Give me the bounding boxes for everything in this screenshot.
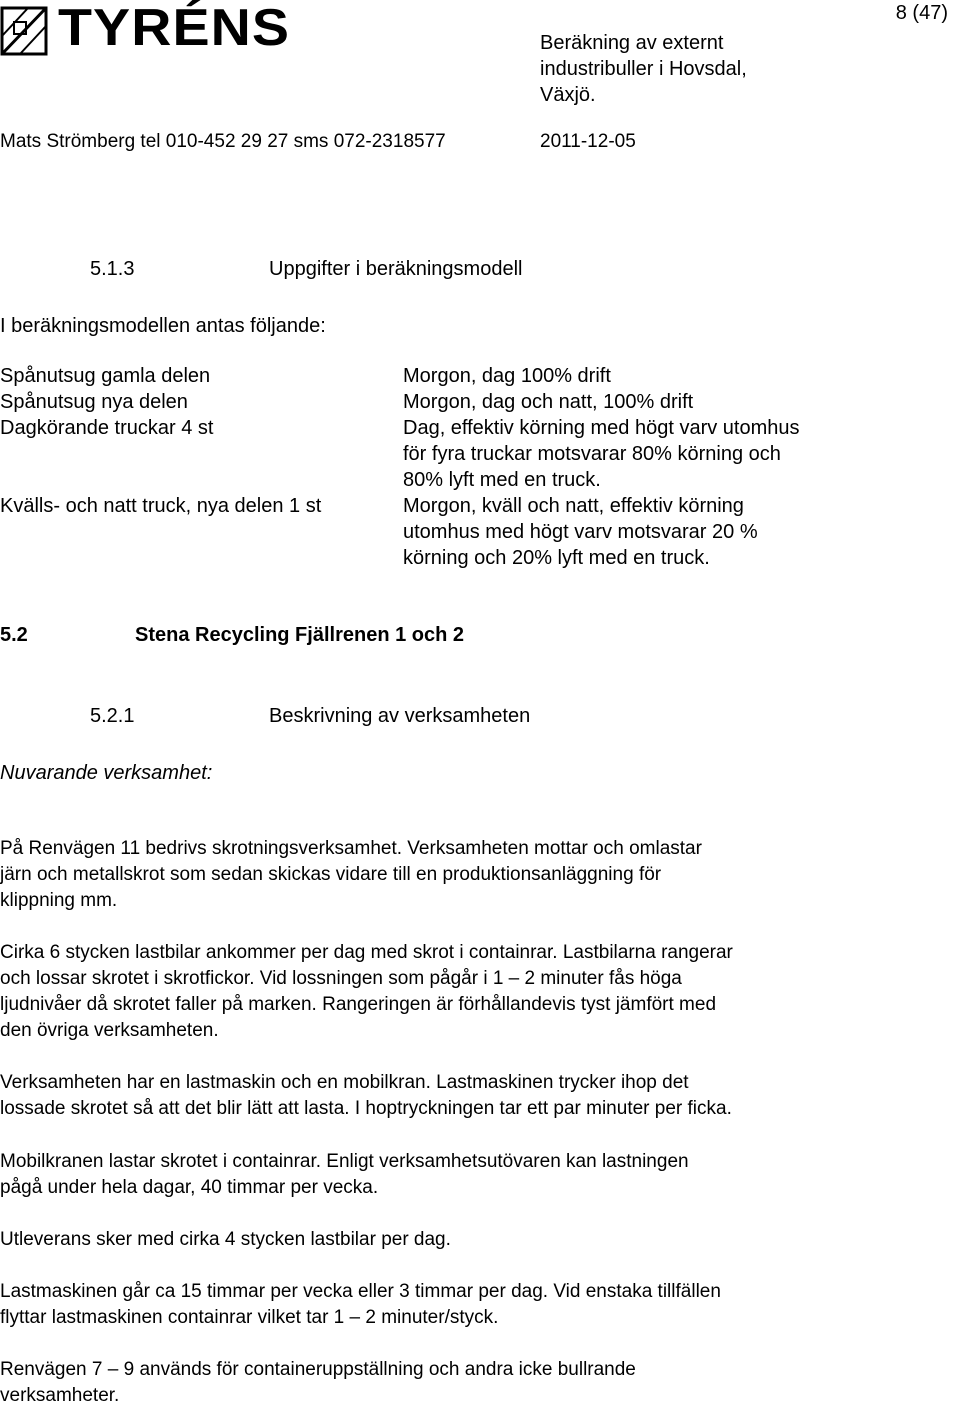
paragraph (0, 1149, 900, 1201)
logo-text: TYRÉNS (58, 0, 291, 57)
model-source-label: Spånutsug nya delen (0, 391, 188, 413)
description-line: för fyra truckar motsvarar 80% körning och (403, 443, 781, 465)
paragraph-line: Renvägen 7 – 9 används för containeruppställning och andra icke bullrande (0, 1359, 636, 1380)
model-source-description (403, 415, 800, 493)
document-title (540, 30, 800, 108)
section-heading: Beskrivning av verksamheten (269, 705, 531, 727)
paragraph-line: flyttar lastmaskinen containrar vilket tar 1 – 2 minuter/styck. (0, 1307, 499, 1328)
paragraph-line: klippning mm. (0, 890, 118, 911)
paragraph-line: och lossar skrotet i skrotfickor. Vid lossningen som pågår i 1 – 2 minuter fås höga (0, 968, 682, 989)
model-source-label: Kvälls- och natt truck, nya delen 1 st (0, 495, 322, 517)
model-source-description: Morgon, dag 100% drift (403, 365, 611, 387)
paragraph-line: lossade skrotet så att det blir lätt att lasta. I hoptryckningen tar ett par minuter per ficka. (0, 1098, 732, 1119)
paragraph-line: järn och metallskrot som sedan skickas vidare till en produktionsanläggning för (0, 864, 662, 885)
paragraph (0, 836, 900, 914)
paragraph-line: Mobilkranen lastar skrotet i containrar. Enligt verksamhetsutövaren kan lastningen (0, 1151, 689, 1172)
model-source-description (403, 493, 758, 571)
page-number: 8 (47) (895, 2, 948, 24)
author-contact: Mats Strömberg tel 010-452 29 27 sms 072-2318577 (0, 131, 446, 152)
paragraph-line: verksamheter. (0, 1385, 120, 1406)
paragraph (0, 940, 900, 1044)
description-line: Morgon, kväll och natt, effektiv körning (403, 495, 744, 517)
document-title-line: industribuller i Hovsdal, (540, 58, 747, 80)
description-line: utomhus med högt varv motsvarar 20 % (403, 521, 758, 543)
paragraph (0, 1227, 900, 1253)
model-source-description: Morgon, dag och natt, 100% drift (403, 391, 694, 413)
paragraph-line: Verksamheten har en lastmaskin och en mobilkran. Lastmaskinen trycker ihop det (0, 1072, 689, 1093)
paragraph-line: den övriga verksamheten. (0, 1020, 219, 1041)
section-number: 5.2 (0, 624, 28, 646)
document-date: 2011-12-05 (540, 131, 636, 152)
paragraph (0, 1279, 900, 1331)
paragraph-line: Utleverans sker med cirka 4 stycken lastbilar per dag. (0, 1229, 451, 1250)
section-number: 5.2.1 (90, 705, 135, 727)
logo-mark-icon (0, 6, 48, 56)
paragraph (0, 1357, 900, 1409)
model-source-label: Spånutsug gamla delen (0, 365, 211, 387)
document-title-line: Växjö. (540, 84, 596, 106)
subheading: Nuvarande verksamhet: (0, 762, 213, 784)
section-number: 5.1.3 (90, 258, 135, 280)
paragraph (0, 1070, 900, 1122)
paragraph-line: pågå under hela dagar, 40 timmar per vecka. (0, 1177, 379, 1198)
model-source-label: Dagkörande truckar 4 st (0, 417, 214, 439)
section-heading: Uppgifter i beräkningsmodell (269, 258, 523, 280)
paragraph-line: ljudnivåer då skrotet faller på marken. Rangeringen är förhållandevis tyst jämfört med (0, 994, 717, 1015)
paragraph-line: På Renvägen 11 bedrivs skrotningsverksamhet. Verksamheten mottar och omlastar (0, 838, 702, 859)
document-title-line: Beräkning av externt (540, 32, 724, 54)
paragraph-line: Lastmaskinen går ca 15 timmar per vecka eller 3 timmar per dag. Vid enstaka tillfällen (0, 1281, 721, 1302)
description-line: Dag, effektiv körning med högt varv utomhus (403, 417, 800, 439)
section-heading: Stena Recycling Fjällrenen 1 och 2 (135, 624, 465, 646)
paragraph-line: Cirka 6 stycken lastbilar ankommer per dag med skrot i containrar. Lastbilarna rangerar (0, 942, 733, 963)
description-line: 80% lyft med en truck. (403, 469, 601, 491)
tyrens-logo (0, 0, 291, 60)
intro-text: I beräkningsmodellen antas följande: (0, 315, 326, 337)
description-line: körning och 20% lyft med en truck. (403, 547, 710, 569)
